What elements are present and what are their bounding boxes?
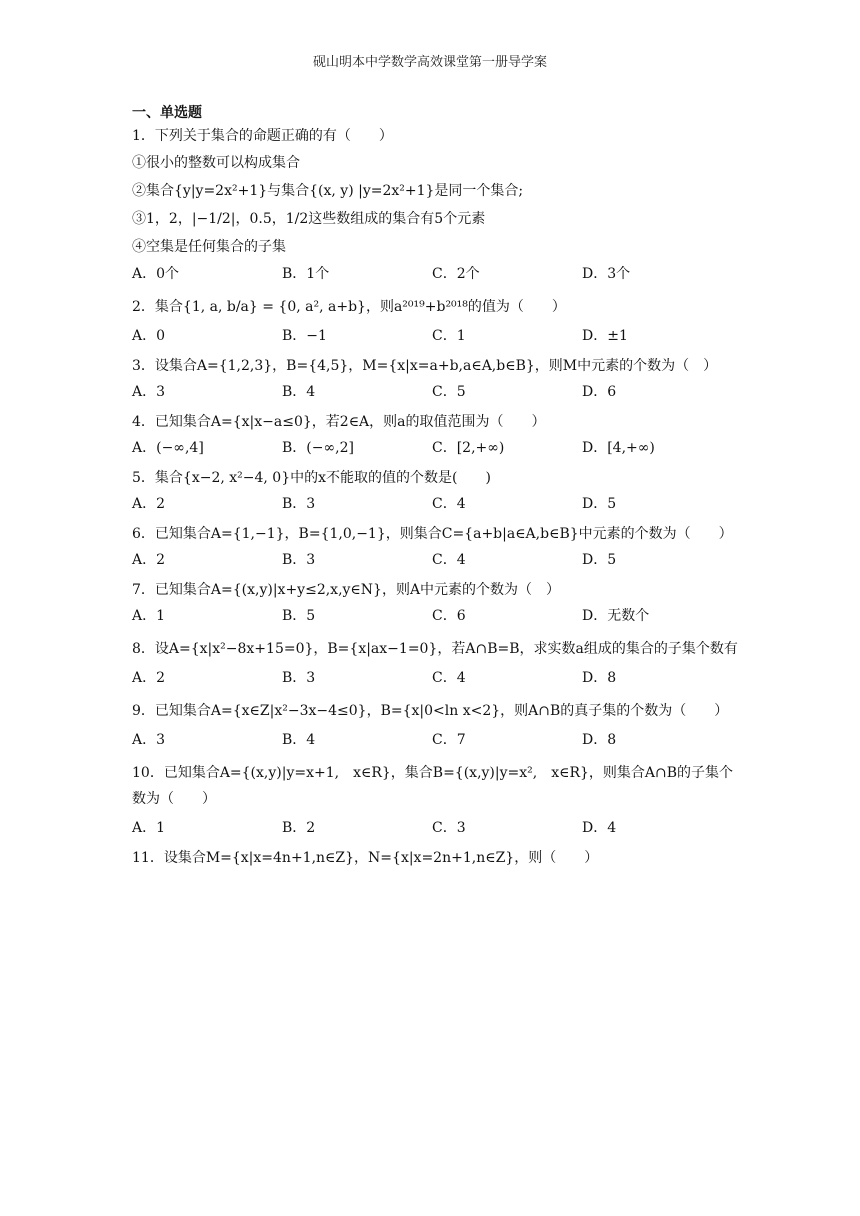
option-a[interactable]: A．0个 bbox=[132, 266, 180, 282]
question-2 bbox=[132, 294, 742, 346]
options-row bbox=[132, 550, 742, 570]
option-d[interactable]: D．6 bbox=[582, 384, 617, 400]
options-row bbox=[132, 730, 742, 750]
options-row bbox=[132, 606, 742, 626]
question-stem: 5．集合{x−2, x²−4, 0}中的x不能取的值的个数是( ) bbox=[132, 470, 491, 486]
options-row bbox=[132, 264, 742, 284]
option-d[interactable]: D．5 bbox=[582, 496, 617, 512]
option-a[interactable]: A．1 bbox=[132, 820, 166, 836]
question-stem: 8．设A={x|x²−8x+15=0}，B={x|ax−1=0}，若A∩B=B，求实数a组成的集合的子集个数有 bbox=[132, 641, 738, 657]
option-b[interactable]: B．2 bbox=[282, 820, 316, 836]
option-a[interactable]: A．1 bbox=[132, 608, 166, 624]
question-9 bbox=[132, 698, 742, 750]
question-11 bbox=[132, 848, 742, 868]
option-b[interactable]: B．−1 bbox=[282, 328, 327, 344]
option-d[interactable]: D．3个 bbox=[582, 266, 631, 282]
question-4 bbox=[132, 412, 742, 458]
option-d[interactable]: D．[4,+∞) bbox=[582, 440, 655, 456]
question-stem: 3．设集合A={1,2,3}，B={4,5}，M={x|x=a+b,a∈A,b∈B}，则M中元素的个数为（ ） bbox=[132, 358, 718, 374]
question-stem: 10．已知集合A={(x,y)|y=x+1, x∈R}，集合B={(x,y)|y=x², x∈R}，则集合A∩B的子集个数为（ ） bbox=[132, 765, 734, 807]
question-stem: 4．已知集合A={x|x−a≤0}，若2∈A，则a的取值范围为（ ） bbox=[132, 414, 546, 430]
options-row bbox=[132, 668, 742, 688]
option-b[interactable]: B．(−∞,2] bbox=[282, 440, 354, 456]
question-5 bbox=[132, 468, 742, 514]
option-c[interactable]: C．6 bbox=[432, 608, 466, 624]
question-stem: 7．已知集合A={(x,y)|x+y≤2,x,y∈N}，则A中元素的个数为（ ） bbox=[132, 582, 561, 598]
question-3 bbox=[132, 356, 742, 402]
option-b[interactable]: B．1个 bbox=[282, 266, 330, 282]
option-a[interactable]: A．(−∞,4] bbox=[132, 440, 204, 456]
question-stem: 11．设集合M={x|x=4n+1,n∈Z}，N={x|x=2n+1,n∈Z}，则（ ） bbox=[132, 850, 599, 866]
option-b[interactable]: B．5 bbox=[282, 608, 316, 624]
question-stem: 1．下列关于集合的命题正确的有（ ） bbox=[132, 128, 393, 144]
question-1 bbox=[132, 126, 742, 284]
option-b[interactable]: B．3 bbox=[282, 552, 316, 568]
option-d[interactable]: D．8 bbox=[582, 670, 617, 686]
option-c[interactable]: C．[2,+∞) bbox=[432, 440, 505, 456]
question-stem: 2．集合{1, a, b/a} = {0, a², a+b}，则a²⁰¹⁹+b²⁰¹⁸的值为（ ） bbox=[132, 299, 566, 315]
worksheet bbox=[132, 104, 742, 874]
option-c[interactable]: C．3 bbox=[432, 820, 466, 836]
option-d[interactable]: D．8 bbox=[582, 732, 617, 748]
statement: ③1，2，|−1/2|，0.5，1/2这些数组成的集合有5个元素 bbox=[132, 211, 486, 227]
option-a[interactable]: A．2 bbox=[132, 496, 166, 512]
section-title: 一、单选题 bbox=[132, 105, 202, 121]
option-b[interactable]: B．3 bbox=[282, 670, 316, 686]
option-a[interactable]: A．3 bbox=[132, 732, 166, 748]
statement: ④空集是任何集合的子集 bbox=[132, 239, 286, 255]
option-c[interactable]: C．2个 bbox=[432, 266, 480, 282]
question-stem: 6．已知集合A={1,−1}，B={1,0,−1}，则集合C={a+b|a∈A,b∈B}中元素的个数为（ ） bbox=[132, 526, 733, 542]
option-c[interactable]: C．5 bbox=[432, 384, 466, 400]
option-a[interactable]: A．2 bbox=[132, 670, 166, 686]
question-10 bbox=[132, 760, 742, 838]
options-row bbox=[132, 438, 742, 458]
statement: ①很小的整数可以构成集合 bbox=[132, 155, 300, 171]
option-d[interactable]: D．5 bbox=[582, 552, 617, 568]
option-b[interactable]: B．4 bbox=[282, 732, 316, 748]
statement: ②集合{y|y=2x²+1}与集合{(x, y) |y=2x²+1}是同一个集合; bbox=[132, 183, 524, 199]
option-c[interactable]: C．4 bbox=[432, 552, 466, 568]
question-7 bbox=[132, 580, 742, 626]
option-c[interactable]: C．7 bbox=[432, 732, 466, 748]
option-d[interactable]: D．±1 bbox=[582, 328, 628, 344]
page-header: 砚山明本中学数学高效课堂第一册导学案 bbox=[312, 55, 547, 70]
question-stem: 9．已知集合A={x∈Z|x²−3x−4≤0}，B={x|0<ln x<2}，则A∩B的真子集的个数为（ ） bbox=[132, 703, 729, 719]
option-c[interactable]: C．4 bbox=[432, 496, 466, 512]
options-row bbox=[132, 382, 742, 402]
question-8 bbox=[132, 636, 742, 688]
options-row bbox=[132, 494, 742, 514]
question-6 bbox=[132, 524, 742, 570]
option-b[interactable]: B．4 bbox=[282, 384, 316, 400]
options-row bbox=[132, 326, 742, 346]
option-a[interactable]: A．3 bbox=[132, 384, 166, 400]
option-c[interactable]: C．1 bbox=[432, 328, 466, 344]
option-c[interactable]: C．4 bbox=[432, 670, 466, 686]
option-d[interactable]: D．无数个 bbox=[582, 608, 650, 624]
options-row bbox=[132, 818, 742, 838]
option-d[interactable]: D．4 bbox=[582, 820, 617, 836]
option-a[interactable]: A．0 bbox=[132, 328, 166, 344]
option-a[interactable]: A．2 bbox=[132, 552, 166, 568]
option-b[interactable]: B．3 bbox=[282, 496, 316, 512]
